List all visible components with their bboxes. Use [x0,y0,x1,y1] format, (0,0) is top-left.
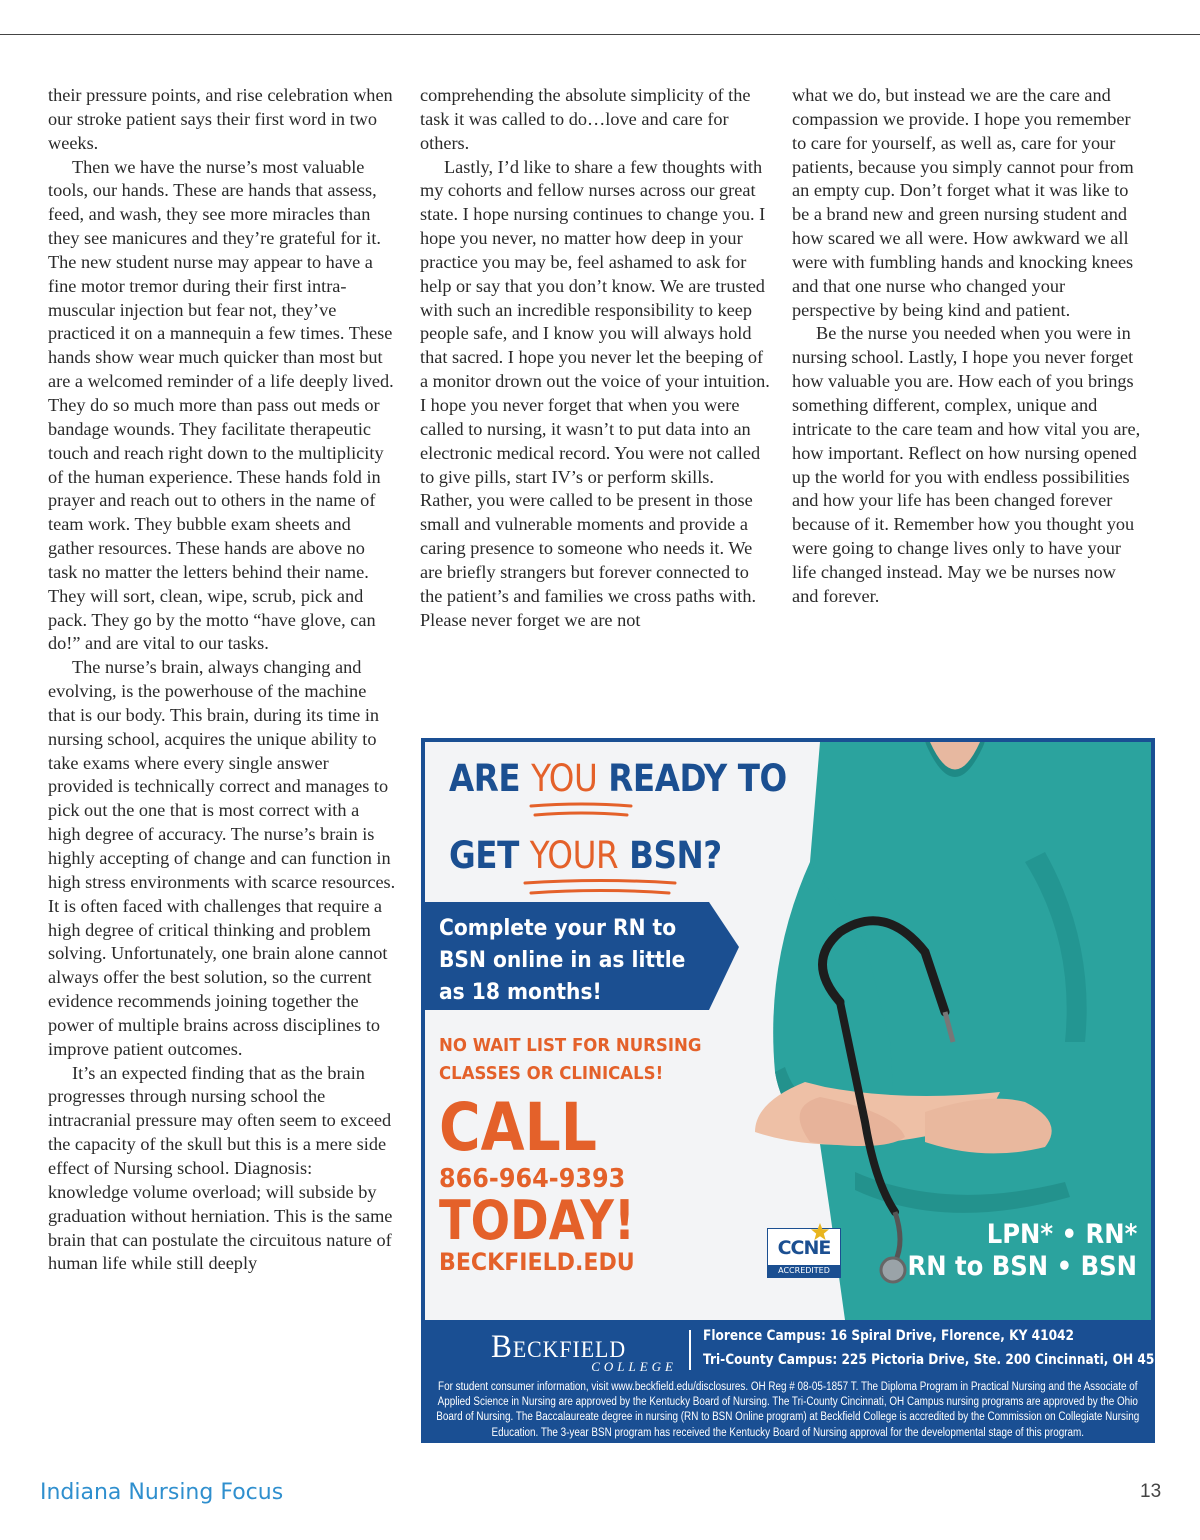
logo-wordmark: Beckfield [491,1329,627,1365]
headline-emphasis: YOUR [529,834,619,877]
top-rule [0,34,1200,35]
website-link[interactable]: BECKFIELD.EDU [439,1248,635,1276]
paragraph: The nurse’s brain, always changing and evolving, is the powerhouse of the machine that is our body. This brain, during its time in nursing school, acquires the unique ability to take exams where every single answer provided is technically correct and manages to pick out the one that is most correct with a high degree of accuracy. The nurse’s brain is highly accepting of change and can function in high stress environments with scarce resources. It is often faced with challenges that require a high degree of critical thinking and problem solving. Unfortunately, one brain alone cannot always offer the best solution, so the current evidence recommends joining together the power of multiple brains across disciplines to improve patient outcomes. [48,657,396,1059]
paragraph: It’s an expected finding that as the brain progresses through nursing school the intracranial pressure may often seem to exceed the capacity of the skull but this is a mere side effect of Nursing school. Diagnosis: knowledge volume overload; will subside by graduation without herniation. This is the same brain that can postulate the circuitous nature of human life while still deeply [48,1062,393,1274]
beckfield-advertisement[interactable] [421,738,1180,1443]
ccne-accredited: ACCREDITED [768,1265,840,1277]
ccne-name: CCNE [777,1237,831,1259]
headline-word: READY TO [608,757,787,800]
disclaimer-text: For student consumer information, visit www.beckfield.edu/disclosures. OH Reg # 08-05-1857 T. The Diploma Program in Practical Nursing and the Associate of Applied Science in Nursing are approved by the Kentucky Board of Nursing. The Tri-County Cincinnati, OH Campus nursing programs are approved by the Ohio Board of Nursing. The Baccalaureate degree in nursing (RN to BSN Online program) at Beckfield College is accredited by the Commission on Collegiate Nursing Education. The 3-year BSN program has received the Kentucky Board of Nursing approval for the developmental stage of this program. [436,1381,1140,1439]
headline-word: GET [449,834,519,877]
beckfield-logo [491,1330,681,1374]
headline-emphasis: YOU [531,757,598,800]
call-text: CALL [439,1089,597,1166]
paragraph: comprehending the absolute simplicity of the task it was called to do…love and care for others. [420,85,751,153]
logo-subtitle: COLLEGE [591,1359,677,1374]
underline-scribble [527,800,637,820]
ccne-badge [767,1228,841,1278]
headline-word: ARE [449,757,521,800]
paragraph: their pressure points, and rise celebration when our stroke patient says their first word in two weeks. [48,85,393,153]
banner-text: Complete your RN to BSN online in as little as 18 months! [439,916,686,1005]
article-column-2 [420,84,770,632]
article-column-3 [792,84,1146,609]
divider [689,1330,691,1370]
campus-address: Tri-County Campus: 225 Pictoria Drive, Ste. 200 Cincinnati, OH 45246 [703,1352,1180,1368]
ad-photo-panel [425,742,1151,1320]
campus-address: Florence Campus: 16 Spiral Drive, Florence, KY 41042 [703,1328,1075,1344]
no-wait-text [439,1032,701,1088]
headline-word: BSN? [629,834,722,877]
no-wait-line: NO WAIT LIST FOR NURSING [439,1035,702,1056]
paragraph: Lastly, I’d like to share a few thoughts with my cohorts and fellow nurses across our great state. I hope nursing continues to change you. I hope you never, no matter how deep in your practice you may be, feel ashamed to ask for help or say that you don’t know. We are trusted with such an incredible responsibility to keep people safe, and I know you will always hold that sacred. I hope you never let the beeping of a monitor drown out the voice of your intuition. I hope you never forget that when you were called to nursing, it wasn’t to put data into an electronic medical record. You were not called to give pills, start IV’s or perform skills. Rather, you were called to be present in those small and vulnerable moments and provide a caring presence to someone who needs it. We are briefly strangers but forever connected to the patient’s and families we cross paths with. Please never forget we are not [420,156,770,630]
article-column-1 [48,84,396,1276]
no-wait-line: CLASSES OR CLINICALS! [439,1063,664,1084]
paragraph: Be the nurse you needed when you were in nursing school. Lastly, I hope you never forget how valuable you are. How each of you brings something different, complex, unique and intricate to the care team and how vital you are, how important. Reflect on how nursing opened up the world for you with endless possibilities and how your life has been changed forever because of it. Remember how you thought you were going to change lives only to have your life changed instead. May we be nurses now and forever. [792,323,1141,606]
programs-line-1: LPN* • RN* [986,1219,1137,1250]
programs-line-2: RN to BSN • BSN [907,1251,1137,1282]
phone-number[interactable]: 866-964-9393 [439,1164,626,1194]
today-text: TODAY! [439,1189,636,1252]
headline-line-1 [449,757,787,800]
headline-line-2 [449,834,722,877]
disclaimer [427,1380,1149,1441]
paragraph: Then we have the nurse’s most valuable tools, our hands. These are hands that assess, feed, and wash, they see more miracles than they see manicures and they’re grateful for it. The new student nurse may appear to have a fine motor tremor during their first intramuscular injection but fear not, they’ve practiced it on a mannequin a few times. These hands show wear much quicker than most but are a welcomed reminder of a life deeply lived. They do so much more than pass out meds or bandage wounds. They facilitate therapeutic touch and reach right down to the multiplicity of the human experience. These hands fold in prayer and reach out to others in the name of team work. They bubble exam sheets and gather resources. These hands are above no task no matter the letters behind their name. They will sort, clean, wipe, scrub, pick and pack. They go by the motto “have glove, can do!” and are vital to our tasks. [48,156,394,654]
publication-title: Indiana Nursing Focus [40,1480,284,1505]
page-number: 13 [1140,1481,1162,1502]
underline-scribble [521,877,681,899]
paragraph: what we do, but instead we are the care and compassion we provide. I hope you remember to care for yourself, as well as, care for your patients, because you simply cannot pour from an empty cup. Don’t forget what it was like to be a brand new and green nursing student and how scared we all were. How awkward we all were with fumbling hands and knocking knees and that one nurse who changed your perspective by being kind and patient. [792,85,1134,320]
